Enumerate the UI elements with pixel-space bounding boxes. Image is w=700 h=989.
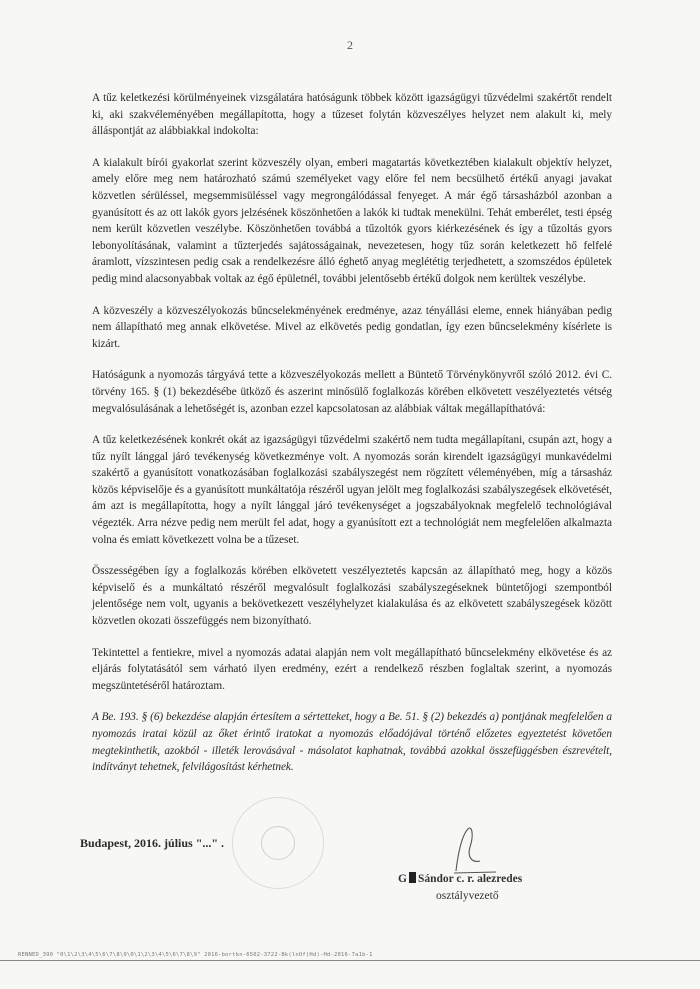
- footer-divider: [0, 960, 700, 961]
- paragraph-notice: A Be. 193. § (6) bekezdése alapján értesítem a sértetteket, hogy a Be. 51. § (2) bekezdés a) pontjának megfelelően a nyomozás iratai közül az őket érintő iratokat a nyomozás előadójával történő előzetes egyeztetést követően megtekinthetik, azokból - illeték lerovásával - másolatot kaphatnak, továbbá azokkal összefüggésben észrevételt, indítványt tehetnek, felvilágosítást kérhetnek.: [92, 711, 612, 774]
- document-body: [92, 90, 612, 791]
- paragraph-expert-appointment: A tűz keletkezési körülményeinek vizsgálatára hatóságunk többek között igazságügyi tűzvédelmi szakértőt rendelt ki, aki szakvéleményében megállapította, hogy a tűzeset folytán közveszélyes helyzet nem alakult ki, mely álláspontját az alábbiakkal indokolta:: [92, 92, 612, 138]
- paragraph-occupational-endangerment: Hatóságunk a nyomozás tárgyává tette a közveszélyokozás mellett a Büntető Törvénykönyvről szóló 2012. évi C. törvény 165. § (1) bekezdésébe ütköző és aszerint minősülő foglalkozás körében elkövetett veszélyeztetés vétség megvalósulásának a lehetőségét is, azonban ezzel kapcsolatosan az alábbiak váltak megállapíthatóvá:: [92, 369, 612, 415]
- paragraph-public-danger-definition: A kialakult bírói gyakorlat szerint közveszély olyan, emberi magatartás következtében kialakult objektív helyzet, amely előre meg nem határozható számú személyeket vagy előre fel nem becsülhető értékű anyagi javakat közvetlen sérüléssel, megsemmisüléssel vagy megrongálódással fenyeget. A már égő társasházból azonban a gyanúsított és az ott lakók gyors jelzésének köszönhetően a lakók ki tudtak menekülni. Tehát emberélet, testi épség nem került közvetlen veszélybe. Köszönhetően továbbá a tűzoltók gyors kiérkezésének és így a tűzoltás gyors lebonyolításának, valamint a tűzterjedés sajátosságainak, nevezetesen, hogy tűz során keletkezett hő felfelé áramlott, vízszintesen pedig csak a rendelkezésre álló éghető anyag meglététig terjedhetett, a szomszédos épületek pedig mind alacsonyabbak voltak az égő épületnél, további jelentősebb értékű dolgok nem kerültek veszélybe.: [92, 156, 612, 285]
- paragraph-public-danger-result: A közveszély a közveszélyokozás bűncselekményének eredménye, azaz tényállási eleme, ennek hiányában pedig nem állapítható meg annak elkövetése. Mivel az elkövetés pedig gondatlan, így ezen bűncselekmény kísérlete is kizárt.: [92, 304, 612, 350]
- official-stamp: [232, 797, 324, 889]
- signer-initial: G: [398, 873, 407, 885]
- paragraph-fire-cause: A tűz keletkezésének konkrét okát az igazságügyi tűzvédelmi szakértő nem tudta megállapítani, csupán azt, hogy a tűz nyílt lánggal járó tevékenység következménye volt. A nyomozás során kirendelt igazságügyi munkavédelmi szakértő a gyanúsított vonatkozásában foglalkozási szabályszegést nem rögzített véleményében, míg a társasház közös képviselője és a gyanúsított munkáltatója részéről ugyan jelölt meg foglalkozási szabályszegések elkövetését, ám azt is megállapította, hogy a nyílt lánggal járó tevékenységet a jogszabályoknak megfelelő technológiával végezték. Arra nézve pedig nem merült fel adat, hogy a gyanúsított ezt a technológiát nem megfelelően alkalmazta volna és emiatt következett volna be a tűzeset.: [92, 434, 612, 546]
- footer-code: RENNED_390 "0\1\2\3\4\5\6\7\8\9\0\1\2\3\4\5\6\7\8\9" 2016-bortkn-6502-3722-Bk(lnOf)Hd)-Hd-2016-7a1b-1: [18, 952, 373, 958]
- page-number: 2: [347, 38, 353, 52]
- signer-name: [398, 872, 522, 885]
- signer-title: osztályvezető: [436, 890, 499, 902]
- signer-name-rank: Sándor c. r. alezredes: [417, 873, 523, 885]
- paragraph-decision: Tekintettel a fentiekre, mivel a nyomozás adatai alapján nem volt megállapítható bűncselekmény elkövetése és az eljárás folytatásától sem várható ilyen eredmény, ezért a rendelkező részben foglaltak szerint, a nyomozás megszüntetéséről határoztam.: [92, 646, 612, 692]
- paragraph-summary: Összességében így a foglalkozás körében elkövetett veszélyeztetés kapcsán az állapítható meg, hogy a közös képviselő és a munkáltató részéről megvalósult foglalkozási szabályszegéseknek büntetőjogi szempontból jelentősége nem volt, ugyanis a bekövetkezett veszélyhelyzet kialakulása és az elkövetett szabályszegések között közvetlen okozati összefüggés nem bizonyítható.: [92, 565, 612, 628]
- redaction-mark: [409, 872, 416, 883]
- place-and-date: Budapest, 2016. július "..." .: [80, 836, 225, 850]
- signature-scribble: [448, 823, 508, 878]
